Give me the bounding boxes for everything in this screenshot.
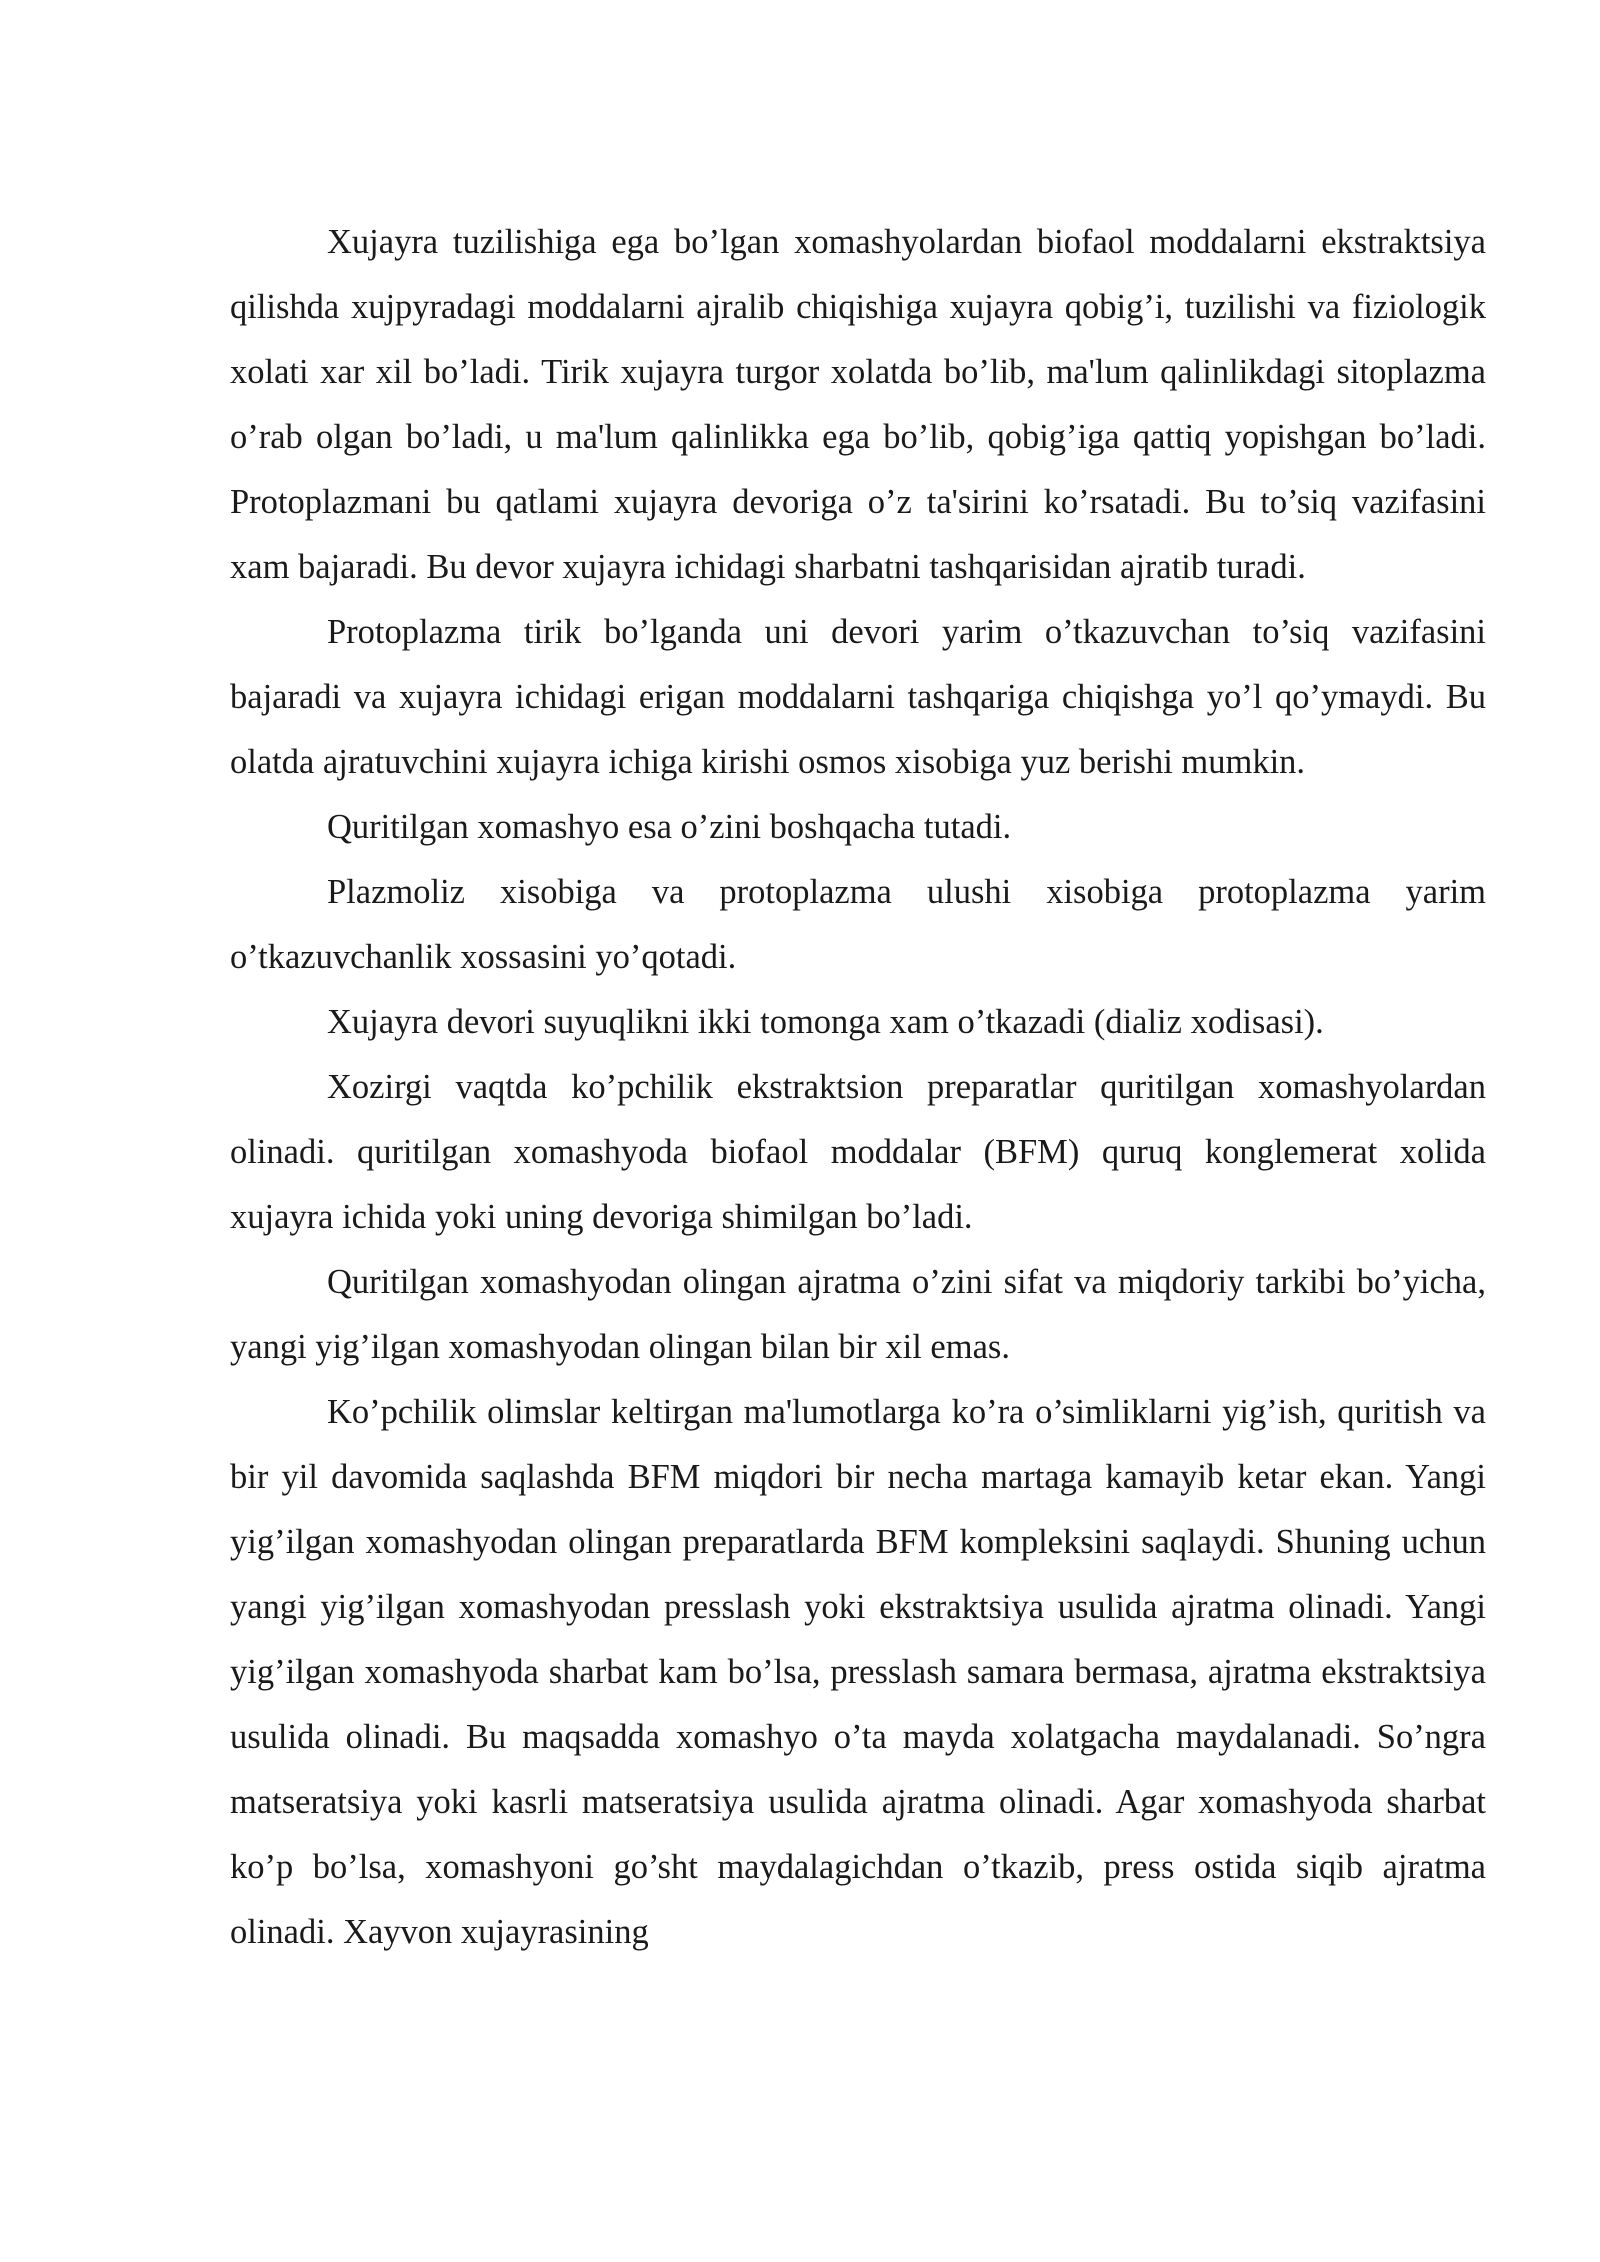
paragraph: Quritilgan xomashyodan olingan ajratma o’zini sifat va miqdoriy tarkibi bo’yicha, yangi yig’ilgan xomashyodan olingan bilan bir xil emas. [230,1263,1486,1366]
paragraph: Xozirgi vaqtda ko’pchilik ekstraktsion preparatlar quritilgan xomashyolardan olinadi. quritilgan xomashyoda biofaol moddalar (BFM) quruq konglemerat xolida xujayra ichida yoki uning devoriga shimilgan bo’ladi. [230,1068,1486,1236]
paragraph: Protoplazma tirik bo’lganda uni devori yarim o’tkazuvchan to’siq vazifasini bajaradi va xujayra ichidagi erigan moddalarni tashqariga chiqishga yo’l qo’ymaydi. Bu olatda ajratuvchini xujayra ichiga kirishi osmos xisobiga yuz berishi mumkin. [230,613,1486,781]
paragraph: Quritilgan xomashyo esa o’zini boshqacha tutadi. [327,808,1012,846]
document-page [230,210,1486,1965]
paragraph: Plazmoliz xisobiga va protoplazma ulushi xisobiga protoplazma yarim o’tkazuvchanlik xossasini yo’qotadi. [230,873,1486,976]
paragraph: Xujayra tuzilishiga ega bo’lgan xomashyolardan biofaol moddalarni ekstraktsiya qilishda xujpyradagi moddalarni ajralib chiqishiga xujayra qobig’i, tuzilishi va fiziologik xolati xar xil bo’ladi. Tirik xujayra turgor xolatda bo’lib, ma'lum qalinlikdagi sitoplazma o’rab olgan bo’ladi, u ma'lum qalinlikka ega bo’lib, qobig’iga qattiq yopishgan bo’ladi. Protoplazmani bu qatlami xujayra devoriga o’z ta'sirini ko’rsatadi. Bu to’siq vazifasini xam bajaradi. Bu devor xujayra ichidagi sharbatni tashqarisidan ajratib turadi. [230,223,1486,586]
paragraph: Ko’pchilik olimslar keltirgan ma'lumotlarga ko’ra o’simliklarni yig’ish, quritish va bir yil davomida saqlashda BFM miqdori bir necha martaga kamayib ketar ekan. Yangi yig’ilgan xomashyodan olingan preparatlarda BFM kompleksini saqlaydi. Shuning uchun yangi yig’ilgan xomashyodan presslash yoki ekstraktsiya usulida ajratma olinadi. Yangi yig’ilgan xomashyoda sharbat kam bo’lsa, presslash samara bermasa, ajratma ekstraktsiya usulida olinadi. Bu maqsadda xomashyo o’ta mayda xolatgacha maydalanadi. So’ngra matseratsiya yoki kasrli matseratsiya usulida ajratma olinadi. Agar xomashyoda sharbat ko’p bo’lsa, xomashyoni go’sht maydalagichdan o’tkazib, press ostida siqib ajratma olinadi. Xayvon xujayrasining [230,1393,1486,1951]
paragraph: Xujayra devori suyuqlikni ikki tomonga xam o’tkazadi (dializ xodisasi). [327,1003,1324,1041]
